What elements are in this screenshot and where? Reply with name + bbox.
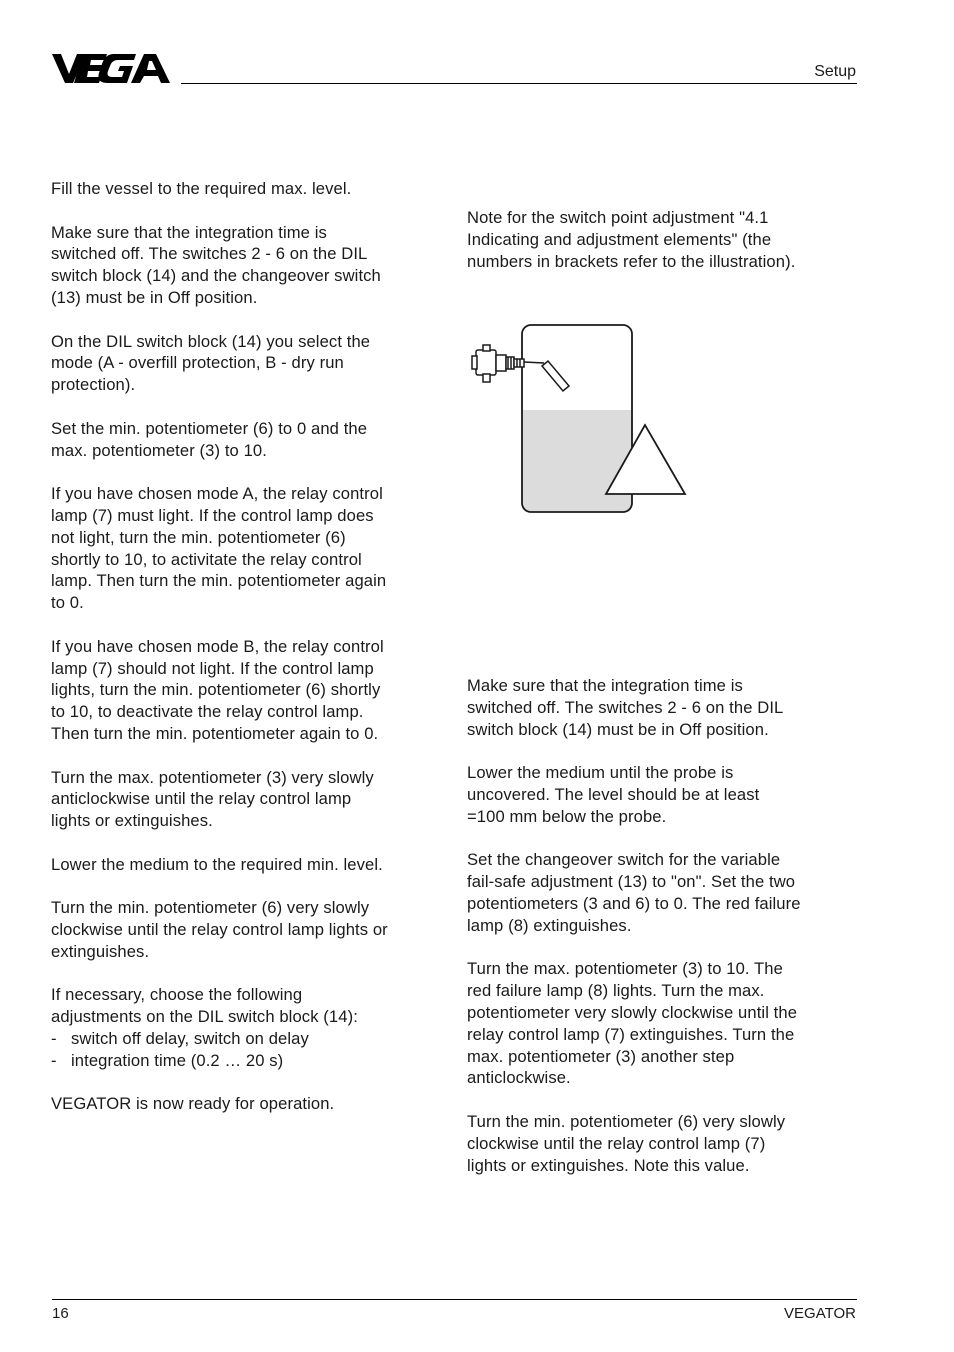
paragraph: Fill the vessel to the required max. level. (51, 179, 352, 198)
list-item: - integration time (0.2 … 20 s) (51, 1050, 284, 1070)
paragraph: Set the changeover switch for the variable fail-safe adjustment (13) to "on". Set the two potentiometers (3 and 6) to 0. The red failure lamp (8) extinguishes. (467, 850, 801, 935)
page-number: 16 (52, 1305, 69, 1322)
document-name: VEGATOR (784, 1305, 856, 1322)
probe-icon (472, 345, 569, 391)
paragraph: Turn the max. potentiometer (3) very slowly anticlockwise until the relay control lamp lights or extinguishes. (51, 767, 374, 831)
paragraph: Lower the medium to the required min. level. (51, 854, 383, 874)
section-title: Setup (814, 63, 856, 80)
list-item: - switch off delay, switch on delay (51, 1029, 309, 1049)
adjustment-list (51, 1028, 443, 1072)
liquid-fill (522, 410, 632, 512)
paragraph: Lower the medium until the probe is uncovered. The level should be at least =100 mm below the probe. (467, 763, 760, 826)
paragraph: If necessary, choose the following adjustments on the DIL switch block (14): (51, 985, 358, 1027)
note-block (467, 207, 857, 294)
paragraph: Set the min. potentiometer (6) to 0 and the max. potentiometer (3) to 10. (51, 418, 368, 460)
footer-rule (52, 1299, 857, 1300)
paragraph: VEGATOR is now ready for operation. (51, 1094, 335, 1114)
paragraph: If you have chosen mode A, the relay control lamp (7) must light. If the control lamp does not light, turn the min. potentiometer (6) shortly to 10, to activitate the relay control lamp. Then turn the min. potentiometer again to 0. (51, 484, 387, 613)
right-column (467, 675, 857, 1198)
left-column (51, 178, 443, 1137)
paragraph: On the DIL switch block (14) you select the mode (A - overfill protection, B - dry run protection). (51, 331, 371, 395)
header-rule (181, 83, 857, 84)
paragraph: Make sure that the integration time is switched off. The switches 2 - 6 on the DIL switch block (14) and the changeover switch (13) must be in Off position. (51, 222, 381, 307)
vega-logo (52, 54, 172, 89)
paragraph: Make sure that the integration time is switched off. The switches 2 - 6 on the DIL switch block (14) must be in Off position. (467, 676, 784, 739)
paragraph: Note for the switch point adjustment "4.1 Indicating and adjustment elements" (the numbers in brackets refer to the illustration). (467, 208, 796, 271)
vessel-with-probe-diagram (470, 320, 700, 525)
paragraph: Turn the max. potentiometer (3) to 10. The red failure lamp (8) lights. Turn the max. potentiometer very slowly clockwise until the relay control lamp (7) extinguishes. Turn the max. potentiometer (3) another step anticlockwise. (467, 959, 798, 1088)
paragraph: Turn the min. potentiometer (6) very slowly clockwise until the relay control lamp (7) lights or extinguishes. Note this value. (467, 1111, 786, 1175)
paragraph: Turn the min. potentiometer (6) very slowly clockwise until the relay control lamp lights or extinguishes. (51, 898, 388, 961)
paragraph: If you have chosen mode B, the relay control lamp (7) should not light. If the control lamp lights, turn the min. potentiometer (6) shortly to 10, to deactivate the relay control lamp. Then turn the min. potentiometer again to 0. (51, 636, 384, 743)
